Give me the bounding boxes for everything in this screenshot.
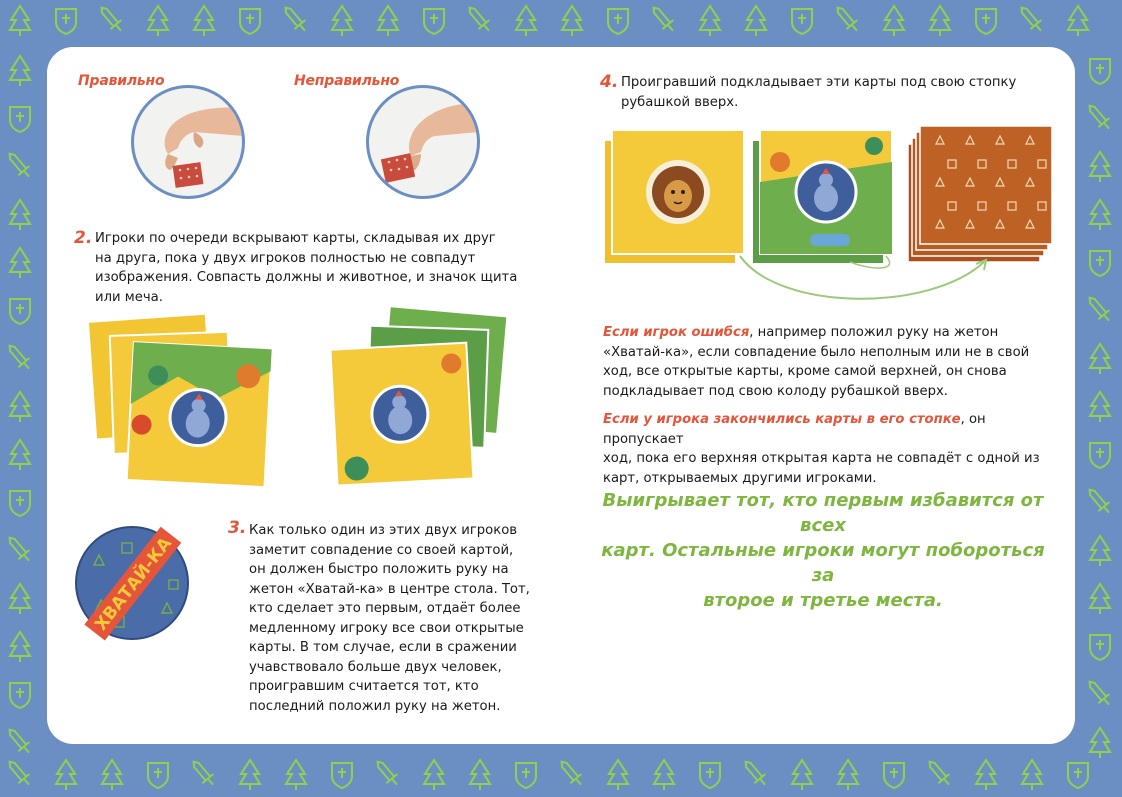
tree-icon (792, 760, 812, 790)
tree-icon (148, 6, 168, 36)
tree-icon (516, 6, 536, 36)
step-3-line: карты. В том случае, если в сражении (249, 640, 517, 655)
sword-icon (464, 3, 494, 35)
sword-icon (924, 757, 954, 789)
sword-icon (4, 725, 34, 757)
mistake-emphasis: Если игрок ошибся (603, 325, 750, 340)
sword-icon (188, 757, 218, 789)
tree-icon (240, 760, 260, 790)
mistake-line: «Хватай-ка», если совпадение было неполным или не в свой (603, 344, 1030, 360)
mistake-rule-text (603, 323, 1063, 401)
sword-icon (556, 757, 586, 789)
shield-icon (10, 491, 30, 516)
sword-icon (96, 3, 126, 35)
step-3-line: медленному игроку все свои открытые (249, 620, 524, 636)
tree-icon (332, 6, 352, 36)
tree-icon (1090, 152, 1110, 182)
tree-icon (976, 760, 996, 790)
step-3-line: жетон «Хватай-ка» в центре стола. Тот, (249, 581, 530, 597)
step-2-line: изображения. Совпасть должны и животное, и значок щита (95, 270, 518, 285)
mistake-line-part: , например положил руку на жетон (749, 325, 999, 340)
winner-line: карт. Остальные игроки могут побороться за (601, 540, 1045, 586)
tree-icon (378, 6, 398, 36)
tree-icon (470, 760, 490, 790)
cards-under-stack-illustration (600, 122, 1060, 302)
sword-icon (1084, 677, 1114, 709)
sword-icon (1084, 485, 1114, 517)
shield-icon (1090, 59, 1110, 84)
shield-icon (884, 763, 904, 788)
sword-icon (648, 3, 678, 35)
tree-icon (194, 6, 214, 36)
step-2-line: Игроки по очереди вскрывают карты, складывая их друг (95, 231, 496, 246)
tree-icon (1022, 760, 1042, 790)
tree-icon (286, 760, 306, 790)
step-3-number: 3. (228, 518, 247, 538)
correct-grip-photo (131, 85, 245, 199)
tree-icon (10, 6, 30, 36)
out-of-cards-rule-text (603, 410, 1063, 488)
tree-icon (700, 6, 720, 36)
mistake-line: ход, все открытые карты, кроме самой верхней, он снова (603, 364, 1007, 379)
tree-icon (1090, 344, 1110, 374)
sword-icon (1084, 101, 1114, 133)
tree-icon (10, 632, 30, 662)
token-label: ХВАТАЙ-КА (91, 533, 177, 635)
out-of-cards-line: карт, открываемых другими игроками. (603, 470, 877, 486)
step-4-line: Проигравший подкладывает эти карты под свою стопку (621, 75, 1017, 90)
shield-icon (10, 299, 30, 324)
tree-icon (10, 392, 30, 422)
step-2-number: 2. (74, 228, 93, 248)
wrong-grip-label: Неправильно (294, 73, 400, 89)
shield-icon (56, 9, 76, 34)
sword-icon (4, 149, 34, 181)
shield-icon (792, 9, 812, 34)
sword-icon (4, 341, 34, 373)
step-3-line: проигравшим считается тот, кто (249, 679, 479, 694)
shield-icon (1090, 635, 1110, 660)
sword-icon (1016, 3, 1046, 35)
tree-icon (102, 760, 122, 790)
step-3-line: кто сделает это первым, отдаёт более (249, 601, 521, 616)
shield-icon (148, 763, 168, 788)
shield-icon (424, 9, 444, 34)
wrong-grip-photo (366, 85, 480, 199)
step-3-line: учавствовало больше двух человек, (249, 659, 502, 675)
step-2-line: на друга, пока у двух игроков полностью не совпадут (95, 250, 476, 266)
step-3-line: он должен быстро положить руку на (249, 562, 509, 577)
tree-icon (608, 760, 628, 790)
shield-icon (976, 9, 996, 34)
mistake-line: подкладывает под свою колоду рубашкой вверх. (603, 383, 948, 399)
tree-icon (838, 760, 858, 790)
step-3-line: последний положил руку на жетон. (249, 698, 501, 714)
out-of-cards-emphasis: Если у игрока закончились карты в его стопке (603, 412, 961, 427)
step-3-text (249, 521, 549, 716)
tree-icon (1090, 392, 1110, 422)
shield-icon (10, 683, 30, 708)
stacked-cards-right-illustration (324, 306, 518, 492)
tree-icon (424, 760, 444, 790)
shield-icon (240, 9, 260, 34)
tree-icon (562, 6, 582, 36)
correct-grip-label: Правильно (78, 73, 165, 89)
step-4-number: 4. (600, 72, 619, 92)
step-4-text (621, 73, 1061, 112)
winner-rule-text (588, 488, 1058, 613)
step-4-line: рубашкой вверх. (621, 94, 739, 110)
shield-icon (1090, 443, 1110, 468)
out-of-cards-line (603, 410, 1063, 449)
sword-icon (280, 3, 310, 35)
tree-icon (1068, 6, 1088, 36)
tree-icon (1090, 728, 1110, 758)
sword-icon (372, 757, 402, 789)
tree-icon (746, 6, 766, 36)
step-2-line: или меча. (95, 289, 163, 305)
sword-icon (1084, 293, 1114, 325)
tree-icon (10, 584, 30, 614)
tree-icon (1090, 200, 1110, 230)
shield-icon (10, 107, 30, 132)
tree-icon (1090, 536, 1110, 566)
winner-line: Выигрывает тот, кто первым избавится от всех (602, 490, 1044, 536)
tree-icon (884, 6, 904, 36)
shield-icon (700, 763, 720, 788)
tree-icon (10, 248, 30, 278)
shield-icon (1090, 251, 1110, 276)
tree-icon (10, 56, 30, 86)
shield-icon (516, 763, 536, 788)
mistake-line (603, 323, 1063, 343)
sword-icon (4, 757, 34, 789)
stacked-cards-left-illustration (86, 308, 282, 490)
sword-icon (832, 3, 862, 35)
winner-line: второе и третье места. (703, 590, 943, 611)
tree-icon (10, 200, 30, 230)
step-3-line: Как только один из этих двух игроков (249, 523, 518, 538)
tree-icon (1090, 584, 1110, 614)
tree-icon (10, 440, 30, 470)
tree-icon (56, 760, 76, 790)
tree-icon (930, 6, 950, 36)
shield-icon (332, 763, 352, 788)
shield-icon (608, 9, 628, 34)
sword-icon (740, 757, 770, 789)
sword-icon (4, 533, 34, 565)
tree-icon (654, 760, 674, 790)
out-of-cards-line: ход, пока его верхняя открытая карта не совпадёт с одной из (603, 451, 1040, 466)
step-3-line: заметит совпадение со своей картой, (249, 542, 514, 558)
grab-token-illustration (74, 525, 190, 641)
step-2-text (95, 229, 535, 307)
out-of-cards-line-part: , он пропускает (603, 412, 986, 447)
shield-icon (1068, 763, 1088, 788)
